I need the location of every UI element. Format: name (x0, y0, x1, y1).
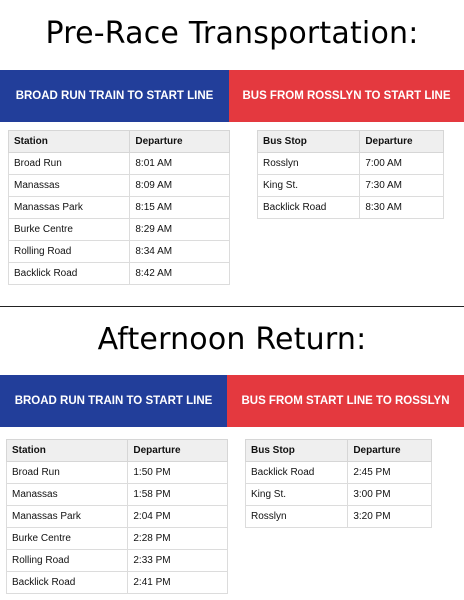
departure-cell: 2:41 PM (128, 572, 228, 594)
column-header-departure: Departure (128, 440, 228, 462)
column-header-bus-stop: Bus Stop (258, 131, 360, 153)
table-row (9, 153, 230, 175)
afternoon-train-table (6, 439, 228, 594)
station-cell: Manassas (7, 484, 128, 506)
table-row (7, 506, 228, 528)
pre-race-bus-table (257, 130, 444, 219)
afternoon-bus-table (245, 439, 432, 528)
table-row (258, 153, 444, 175)
table-row (246, 506, 432, 528)
departure-cell: 1:50 PM (128, 462, 228, 484)
column-header-departure: Departure (130, 131, 230, 153)
column-header-departure: Departure (360, 131, 444, 153)
departure-cell: 2:04 PM (128, 506, 228, 528)
station-cell: Broad Run (7, 462, 128, 484)
table-row (9, 175, 230, 197)
pre-race-train-band: BROAD RUN TRAIN TO START LINE (0, 70, 229, 122)
column-header-bus-stop: Bus Stop (246, 440, 348, 462)
departure-cell: 8:09 AM (130, 175, 230, 197)
departure-cell: 3:20 PM (348, 506, 432, 528)
table-row (258, 175, 444, 197)
station-cell: Broad Run (9, 153, 130, 175)
afternoon-return-title: Afternoon Return: (97, 322, 367, 357)
station-cell: Manassas (9, 175, 130, 197)
departure-cell: 8:29 AM (130, 219, 230, 241)
departure-cell: 3:00 PM (348, 484, 432, 506)
table-row (9, 263, 230, 285)
afternoon-train-band: BROAD RUN TRAIN TO START LINE (0, 375, 227, 427)
departure-cell: 2:28 PM (128, 528, 228, 550)
pre-race-title: Pre-Race Transportation: (45, 16, 419, 51)
departure-cell: 8:30 AM (360, 197, 444, 219)
table-row (246, 484, 432, 506)
bus-stop-cell: Rosslyn (258, 153, 360, 175)
afternoon-bus-band: BUS FROM START LINE TO ROSSLYN (227, 375, 464, 427)
departure-cell: 8:42 AM (130, 263, 230, 285)
table-row (7, 462, 228, 484)
bus-stop-cell: King St. (258, 175, 360, 197)
bus-stop-cell: Backlick Road (246, 462, 348, 484)
column-header-station: Station (9, 131, 130, 153)
table-row (7, 528, 228, 550)
departure-cell: 2:33 PM (128, 550, 228, 572)
departure-cell: 8:01 AM (130, 153, 230, 175)
section-divider (0, 306, 464, 307)
table-row (7, 572, 228, 594)
departure-cell: 8:34 AM (130, 241, 230, 263)
column-header-departure: Departure (348, 440, 432, 462)
station-cell: Manassas Park (7, 506, 128, 528)
table-row (246, 462, 432, 484)
table-row (7, 550, 228, 572)
station-cell: Manassas Park (9, 197, 130, 219)
departure-cell: 8:15 AM (130, 197, 230, 219)
bus-stop-cell: Rosslyn (246, 506, 348, 528)
table-row (9, 219, 230, 241)
table-row (9, 241, 230, 263)
table-row (258, 197, 444, 219)
pre-race-bus-band: BUS FROM ROSSLYN TO START LINE (229, 70, 464, 122)
station-cell: Burke Centre (7, 528, 128, 550)
station-cell: Burke Centre (9, 219, 130, 241)
column-header-station: Station (7, 440, 128, 462)
station-cell: Backlick Road (9, 263, 130, 285)
departure-cell: 1:58 PM (128, 484, 228, 506)
departure-cell: 7:00 AM (360, 153, 444, 175)
pre-race-train-table (8, 130, 230, 285)
departure-cell: 2:45 PM (348, 462, 432, 484)
table-row (7, 484, 228, 506)
station-cell: Rolling Road (7, 550, 128, 572)
bus-stop-cell: Backlick Road (258, 197, 360, 219)
table-row (9, 197, 230, 219)
bus-stop-cell: King St. (246, 484, 348, 506)
departure-cell: 7:30 AM (360, 175, 444, 197)
station-cell: Backlick Road (7, 572, 128, 594)
station-cell: Rolling Road (9, 241, 130, 263)
